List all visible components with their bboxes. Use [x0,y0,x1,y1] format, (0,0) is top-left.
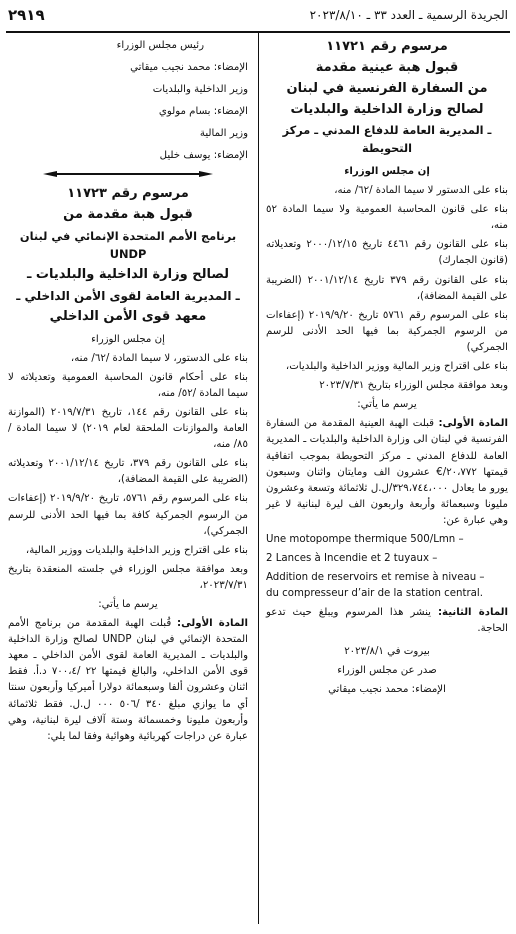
decree-title-line: لصالح وزارة الداخلية والبلديات ـ [26,266,230,282]
article-label: المادة الثانية: [437,607,508,619]
left-column [8,38,248,748]
signatory-title: رئيس مجلس الوزراء [116,40,204,51]
page-number: ٢٩١٩ [8,6,45,24]
issued-by: صدر عن مجلس الوزراء [337,664,437,676]
section-separator [43,171,213,177]
signatures-block [8,38,248,165]
article-label: المادة الأولى: [177,618,248,630]
consideration: بناء على أحكام قانون المحاسبة العمومية وتعديلاته لا سيما المادة /٥٢/ منه، [8,371,248,399]
decree-title-line: ـ المديرية العامة لقوى الأمن الداخلي ـ [16,288,240,303]
item-line: du compresseur d’air de la station central. [266,588,483,600]
consideration: بناء على الدستور لا سيما المادة /٦٢/ منه، [334,185,508,197]
decrees-heading: يرسم ما يأتي: [98,598,158,610]
consideration: بناء على قانون المحاسبة العمومية ولا سيما المادة ٥٢ منه، [266,204,508,232]
signatory-name: الإمضاء: محمد نجيب ميقاتي [130,62,248,74]
council-intro: إن مجلس الوزراء [344,166,430,177]
decree-title-line: معهد قوى الأمن الداخلي [49,308,207,324]
consideration: بناء على المرسوم رقم ٥٧٦١، تاريخ ٢٠١٩/٩/٢٠ (إعفاءات من الرسوم الجمركية كافة بما فيها الحد الأدنى للرسم الجمركي)، [8,493,248,537]
consideration: بناء على المرسوم رقم ٥٧٦١ تاريخ ٢٠١٩/٩/٢٠ (إعفاءات من الرسوم الجمركية بما فيها الحد الأدنى للرسم الجمركي) [266,309,508,353]
decree-title-line: قبول هبة عينية مقدمة [315,60,459,75]
page-header [6,6,510,28]
article-1 [8,616,248,745]
item-line: 2 Lances à Incendie et 2 tuyaux – [266,553,438,565]
signatory-title: وزير المالية [199,128,248,140]
signature: الإمضاء: محمد نجيب ميقاتي [328,683,446,695]
signatory-name: الإمضاء: بسام مولوي [158,106,248,118]
decree-title-line: ـ المديرية العامة للدفاع المدني ـ مركز التحويطة [282,124,492,155]
decree-title-line: قبول هبة مقدمة من [63,206,193,222]
column-divider [258,33,259,924]
article-text: قبلت الهبة العينية المقدمة من السفارة الفرنسية في لبنان الى وزارة الداخلية والبلديات ـ المديرية العامة للدفاع المدني ـ مركز التحويطة بموجب اتفاقية قيمتها ٢٠،٧٧٢/€ عشرون الف ومايتان واثنان وسبعون يورو ما يعادل ٣٢٩،٧٤٤،٠٠٠/ل.ل ثلاثمائة وتسعة وعشرون مليونا وسبعمائة وأربعة واربعون الف ليرة لبنانية لا غير وهي عبارة عن: [266,418,508,526]
consideration: بناء على القانون رقم ٤٤٦١ تاريخ ٢٠٠٠/١٢/١٥ وتعديلاته (قانون الجمارك) [266,239,509,267]
gazette-header-title: الجريدة الرسمية ـ العدد ٣٣ ـ ٢٠٢٣/٨/١٠ [309,8,508,22]
article-label: المادة الأولى: [438,418,508,430]
consideration: بناء على اقتراح وزير المالية ووزير الداخلية والبلديات، [285,361,508,373]
consideration: بناء على القانون رقم ١٤٤، تاريخ ٢٠١٩/٧/٣١ (الموازنة العامة والموازنات الملحقة لعام ٢٠١٩) لا سيما المادة /٨٥/ منه، [8,406,248,451]
decree-title-line: لصالح وزارة الداخلية والبلديات [290,102,484,117]
article-text: قُبلت الهبة المقدمة من برنامج الأمم المتحدة الإنمائي في لبنان UNDP لصالح وزارة الداخلية والبلديات ـ المديرية العامة لقوى الأمن الداخلي ـ معهد قوى الأمن الداخلي، والبالغ قيمتها ٢٢ /٧٠٠،٤ د.أ. فقط اثنان وعشرون ألفا وسبعمائة دولارا أميركيا وأربعون سنتا أي ما يوازي مبلغ ٣٤٠ /٥٠٦ ٠٠٠ ل.ل. فقط ثلاثمائة وأربعون مليونا وخمسمائة وستة آلاف ليرة لبنانية، وهي عبارة عن دراجات كهربائية وهوائية وفقا لما يلي: [8,618,249,742]
decree-number: مرسوم رقم ١١٧٢٣ [67,185,189,201]
consideration: بناء على القانون رقم ٣٧٩، تاريخ ٢٠٠١/١٢/١٤ وتعديلاته (الضريبة على القيمة المضافة)، [8,458,248,486]
signatory-title: وزير الداخلية والبلديات [152,84,248,96]
decree-title-line: من السفارة الفرنسية في لبنان [286,81,488,96]
decrees-heading: يرسم ما يأتي: [357,399,417,411]
signatory-name: الإمضاء: يوسف خليل [159,150,248,162]
item-line: Addition de reservoirs et remise à niveau – [266,572,485,584]
article-2 [266,605,508,637]
consideration: بناء على اقتراح وزير الداخلية والبلديات ووزير المالية، [25,544,248,556]
council-intro: إن مجلس الوزراء [91,333,165,345]
consideration: وبعد موافقة مجلس الوزراء بتاريخ ٢٠٢٣/٧/٣١ [319,380,508,392]
article-text: ينشر هذا المرسوم ويبلغ حيث تدعو الحاجة. [266,607,508,635]
item-line: Une motopompe thermique 500/Lmn – [266,533,464,545]
consideration: بناء على القانون رقم ٣٧٩ تاريخ ٢٠٠١/١٢/١٤ (الضريبة على القيمة المضافة)، [266,274,508,302]
consideration: بناء على الدستور، لا سيما المادة /٦٢/ منه، [70,352,248,364]
place-date: بيروت في ٢٠٢٣/٨/١ [344,645,430,657]
decree-number: مرسوم رقم ١١٧٢١ [326,39,448,54]
article-1 [266,416,508,529]
consideration: وبعد موافقة مجلس الوزراء في جلسته المنعقدة بتاريخ ٢٠٢٣/٧/٣١، [8,563,248,591]
right-column [266,38,508,701]
decree-title-line: برنامج الأمم المتحدة الإنمائي في لبنان UNDP [19,228,237,261]
